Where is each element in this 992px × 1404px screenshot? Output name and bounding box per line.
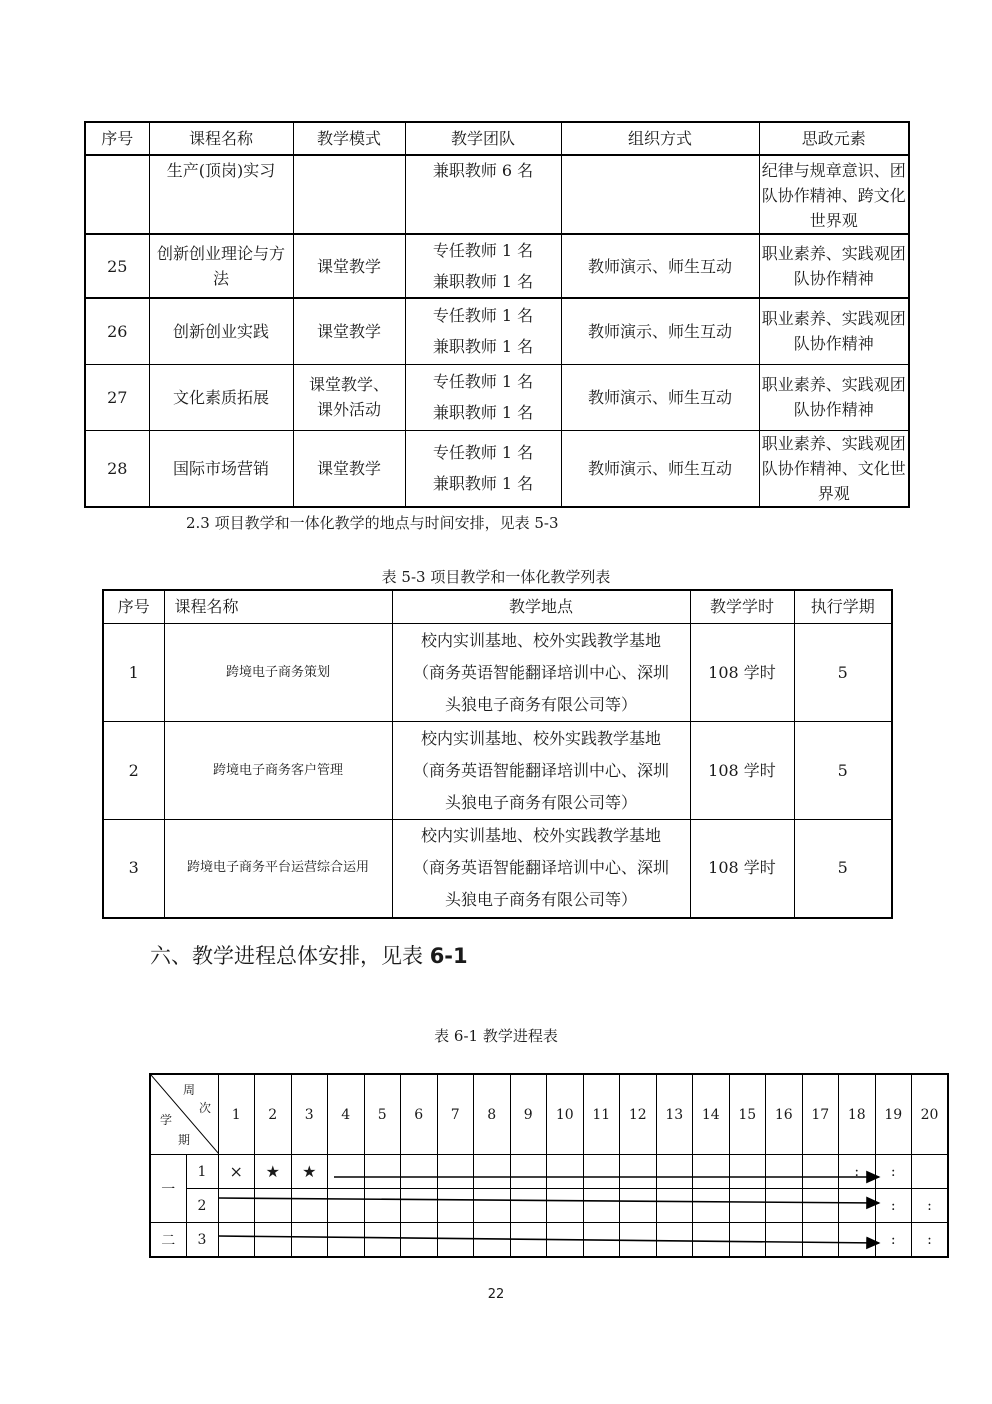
teaching-schedule-table xyxy=(149,1073,949,1258)
course-name: 文化素质拓展 xyxy=(149,364,293,430)
elements-cell: 职业素养、实践观团队协作精神 xyxy=(759,298,909,364)
star-mark: ★ xyxy=(291,1155,328,1189)
week-header: 1 xyxy=(218,1074,255,1155)
week-header: 12 xyxy=(620,1074,657,1155)
course-name: 国际市场营销 xyxy=(149,430,293,507)
table-row xyxy=(85,298,909,364)
table-5-3-caption: 表 5-3 项目教学和一体化教学列表 xyxy=(381,568,611,586)
table-row xyxy=(150,1155,948,1189)
year-cell: 一 xyxy=(150,1155,186,1223)
term-cell: 5 xyxy=(794,820,892,918)
end-mark: : xyxy=(912,1223,949,1258)
mode-cell: 课堂教学 xyxy=(293,298,405,364)
section-heading-6: 六、教学进程总体安排，见表 6-1 xyxy=(150,944,468,968)
header-team: 教学团队 xyxy=(405,122,561,155)
row-no: 3 xyxy=(103,820,164,918)
week-header: 14 xyxy=(693,1074,730,1155)
organization-cell: 教师演示、师生互动 xyxy=(561,364,759,430)
header-mode: 教学模式 xyxy=(293,122,405,155)
course-name: 创新创业理论与方法 xyxy=(149,234,293,298)
mode-cell: 课堂教学 xyxy=(293,430,405,507)
corner-diagonal-cell: 周 次 学 期 xyxy=(150,1074,218,1155)
week-header: 10 xyxy=(547,1074,584,1155)
elements-cell: 职业素养、实践观团队协作精神 xyxy=(759,234,909,298)
course-name: 跨境电子商务策划 xyxy=(164,624,392,722)
end-mark: : xyxy=(875,1189,912,1223)
place-cell: 校内实训基地、校外实践教学基地 （商务英语智能翻译培训中心、深圳 头狼电子商务有限公司等） xyxy=(392,820,690,918)
end-mark: : xyxy=(912,1189,949,1223)
cross-mark: × xyxy=(218,1155,255,1189)
row-no: 2 xyxy=(103,722,164,820)
course-name: 生产(顶岗)实习 xyxy=(149,155,293,234)
header-no: 序号 xyxy=(103,590,164,624)
row-no: 27 xyxy=(85,364,149,430)
term-cell: 2 xyxy=(186,1189,218,1223)
hours-cell: 108 学时 xyxy=(690,820,794,918)
team-cell: 专任教师 1 名 兼职教师 1 名 xyxy=(405,234,561,298)
header-no: 序号 xyxy=(85,122,149,155)
table-header-row xyxy=(85,122,909,155)
week-header: 9 xyxy=(510,1074,547,1155)
course-name: 跨境电子商务客户管理 xyxy=(164,722,392,820)
course-table-continued xyxy=(84,121,910,508)
table-row xyxy=(150,1223,948,1258)
elements-cell: 纪律与规章意识、团队协作精神、跨文化世界观 xyxy=(759,155,909,234)
end-mark: : xyxy=(875,1223,912,1258)
project-teaching-table xyxy=(102,589,893,919)
page-number: 22 xyxy=(487,1287,505,1302)
week-header: 20 xyxy=(912,1074,949,1155)
week-header: 18 xyxy=(839,1074,876,1155)
header-course-name: 课程名称 xyxy=(164,590,392,624)
table-row xyxy=(85,364,909,430)
course-name: 跨境电子商务平台运营综合运用 xyxy=(164,820,392,918)
note-2-3: 2.3 项目教学和一体化教学的地点与时间安排，见表 5-3 xyxy=(186,514,559,532)
week-header: 15 xyxy=(729,1074,766,1155)
term-cell: 5 xyxy=(794,624,892,722)
hours-cell: 108 学时 xyxy=(690,624,794,722)
mode-cell: 课堂教学 xyxy=(293,234,405,298)
elements-cell: 职业素养、实践观团队协作精神 xyxy=(759,364,909,430)
week-header: 4 xyxy=(328,1074,365,1155)
table-header-row xyxy=(103,590,892,624)
team-cell: 专任教师 1 名 兼职教师 1 名 xyxy=(405,298,561,364)
end-mark: : xyxy=(875,1155,912,1189)
table-row xyxy=(103,722,892,820)
mode-cell: 课堂教学、课外活动 xyxy=(293,364,405,430)
row-no: 1 xyxy=(103,624,164,722)
term-cell: 5 xyxy=(794,722,892,820)
header-place: 教学地点 xyxy=(392,590,690,624)
header-elements: 思政元素 xyxy=(759,122,909,155)
team-cell: 专任教师 1 名 兼职教师 1 名 xyxy=(405,430,561,507)
year-cell: 二 xyxy=(150,1223,186,1258)
week-header: 13 xyxy=(656,1074,693,1155)
table-row xyxy=(103,624,892,722)
week-header: 3 xyxy=(291,1074,328,1155)
organization-cell: 教师演示、师生互动 xyxy=(561,298,759,364)
row-no: 26 xyxy=(85,298,149,364)
table-row xyxy=(103,820,892,918)
header-course-name: 课程名称 xyxy=(149,122,293,155)
table-row xyxy=(150,1189,948,1223)
week-header: 16 xyxy=(766,1074,803,1155)
header-term: 执行学期 xyxy=(794,590,892,624)
table-header-row xyxy=(150,1074,948,1155)
table-row xyxy=(85,430,909,507)
place-cell: 校内实训基地、校外实践教学基地 （商务英语智能翻译培训中心、深圳 头狼电子商务有限公司等） xyxy=(392,624,690,722)
course-name: 创新创业实践 xyxy=(149,298,293,364)
table-row xyxy=(85,234,909,298)
week-header: 5 xyxy=(364,1074,401,1155)
week-header: 6 xyxy=(401,1074,438,1155)
team-cell: 兼职教师 6 名 xyxy=(405,155,561,234)
end-mark: : xyxy=(839,1155,876,1189)
header-hours: 教学学时 xyxy=(690,590,794,624)
table-6-1-caption: 表 6-1 教学进程表 xyxy=(434,1027,558,1045)
organization-cell: 教师演示、师生互动 xyxy=(561,234,759,298)
hours-cell: 108 学时 xyxy=(690,722,794,820)
week-header: 2 xyxy=(255,1074,292,1155)
week-header: 11 xyxy=(583,1074,620,1155)
row-no: 28 xyxy=(85,430,149,507)
term-cell: 1 xyxy=(186,1155,218,1189)
week-header: 7 xyxy=(437,1074,474,1155)
week-header: 19 xyxy=(875,1074,912,1155)
header-organization: 组织方式 xyxy=(561,122,759,155)
place-cell: 校内实训基地、校外实践教学基地 （商务英语智能翻译培训中心、深圳 头狼电子商务有限公司等） xyxy=(392,722,690,820)
elements-cell: 职业素养、实践观团队协作精神、文化世界观 xyxy=(759,430,909,507)
week-header: 17 xyxy=(802,1074,839,1155)
team-cell: 专任教师 1 名 兼职教师 1 名 xyxy=(405,364,561,430)
term-cell: 3 xyxy=(186,1223,218,1258)
star-mark: ★ xyxy=(255,1155,292,1189)
row-no: 25 xyxy=(85,234,149,298)
table-row xyxy=(85,155,909,234)
week-header: 8 xyxy=(474,1074,511,1155)
organization-cell: 教师演示、师生互动 xyxy=(561,430,759,507)
